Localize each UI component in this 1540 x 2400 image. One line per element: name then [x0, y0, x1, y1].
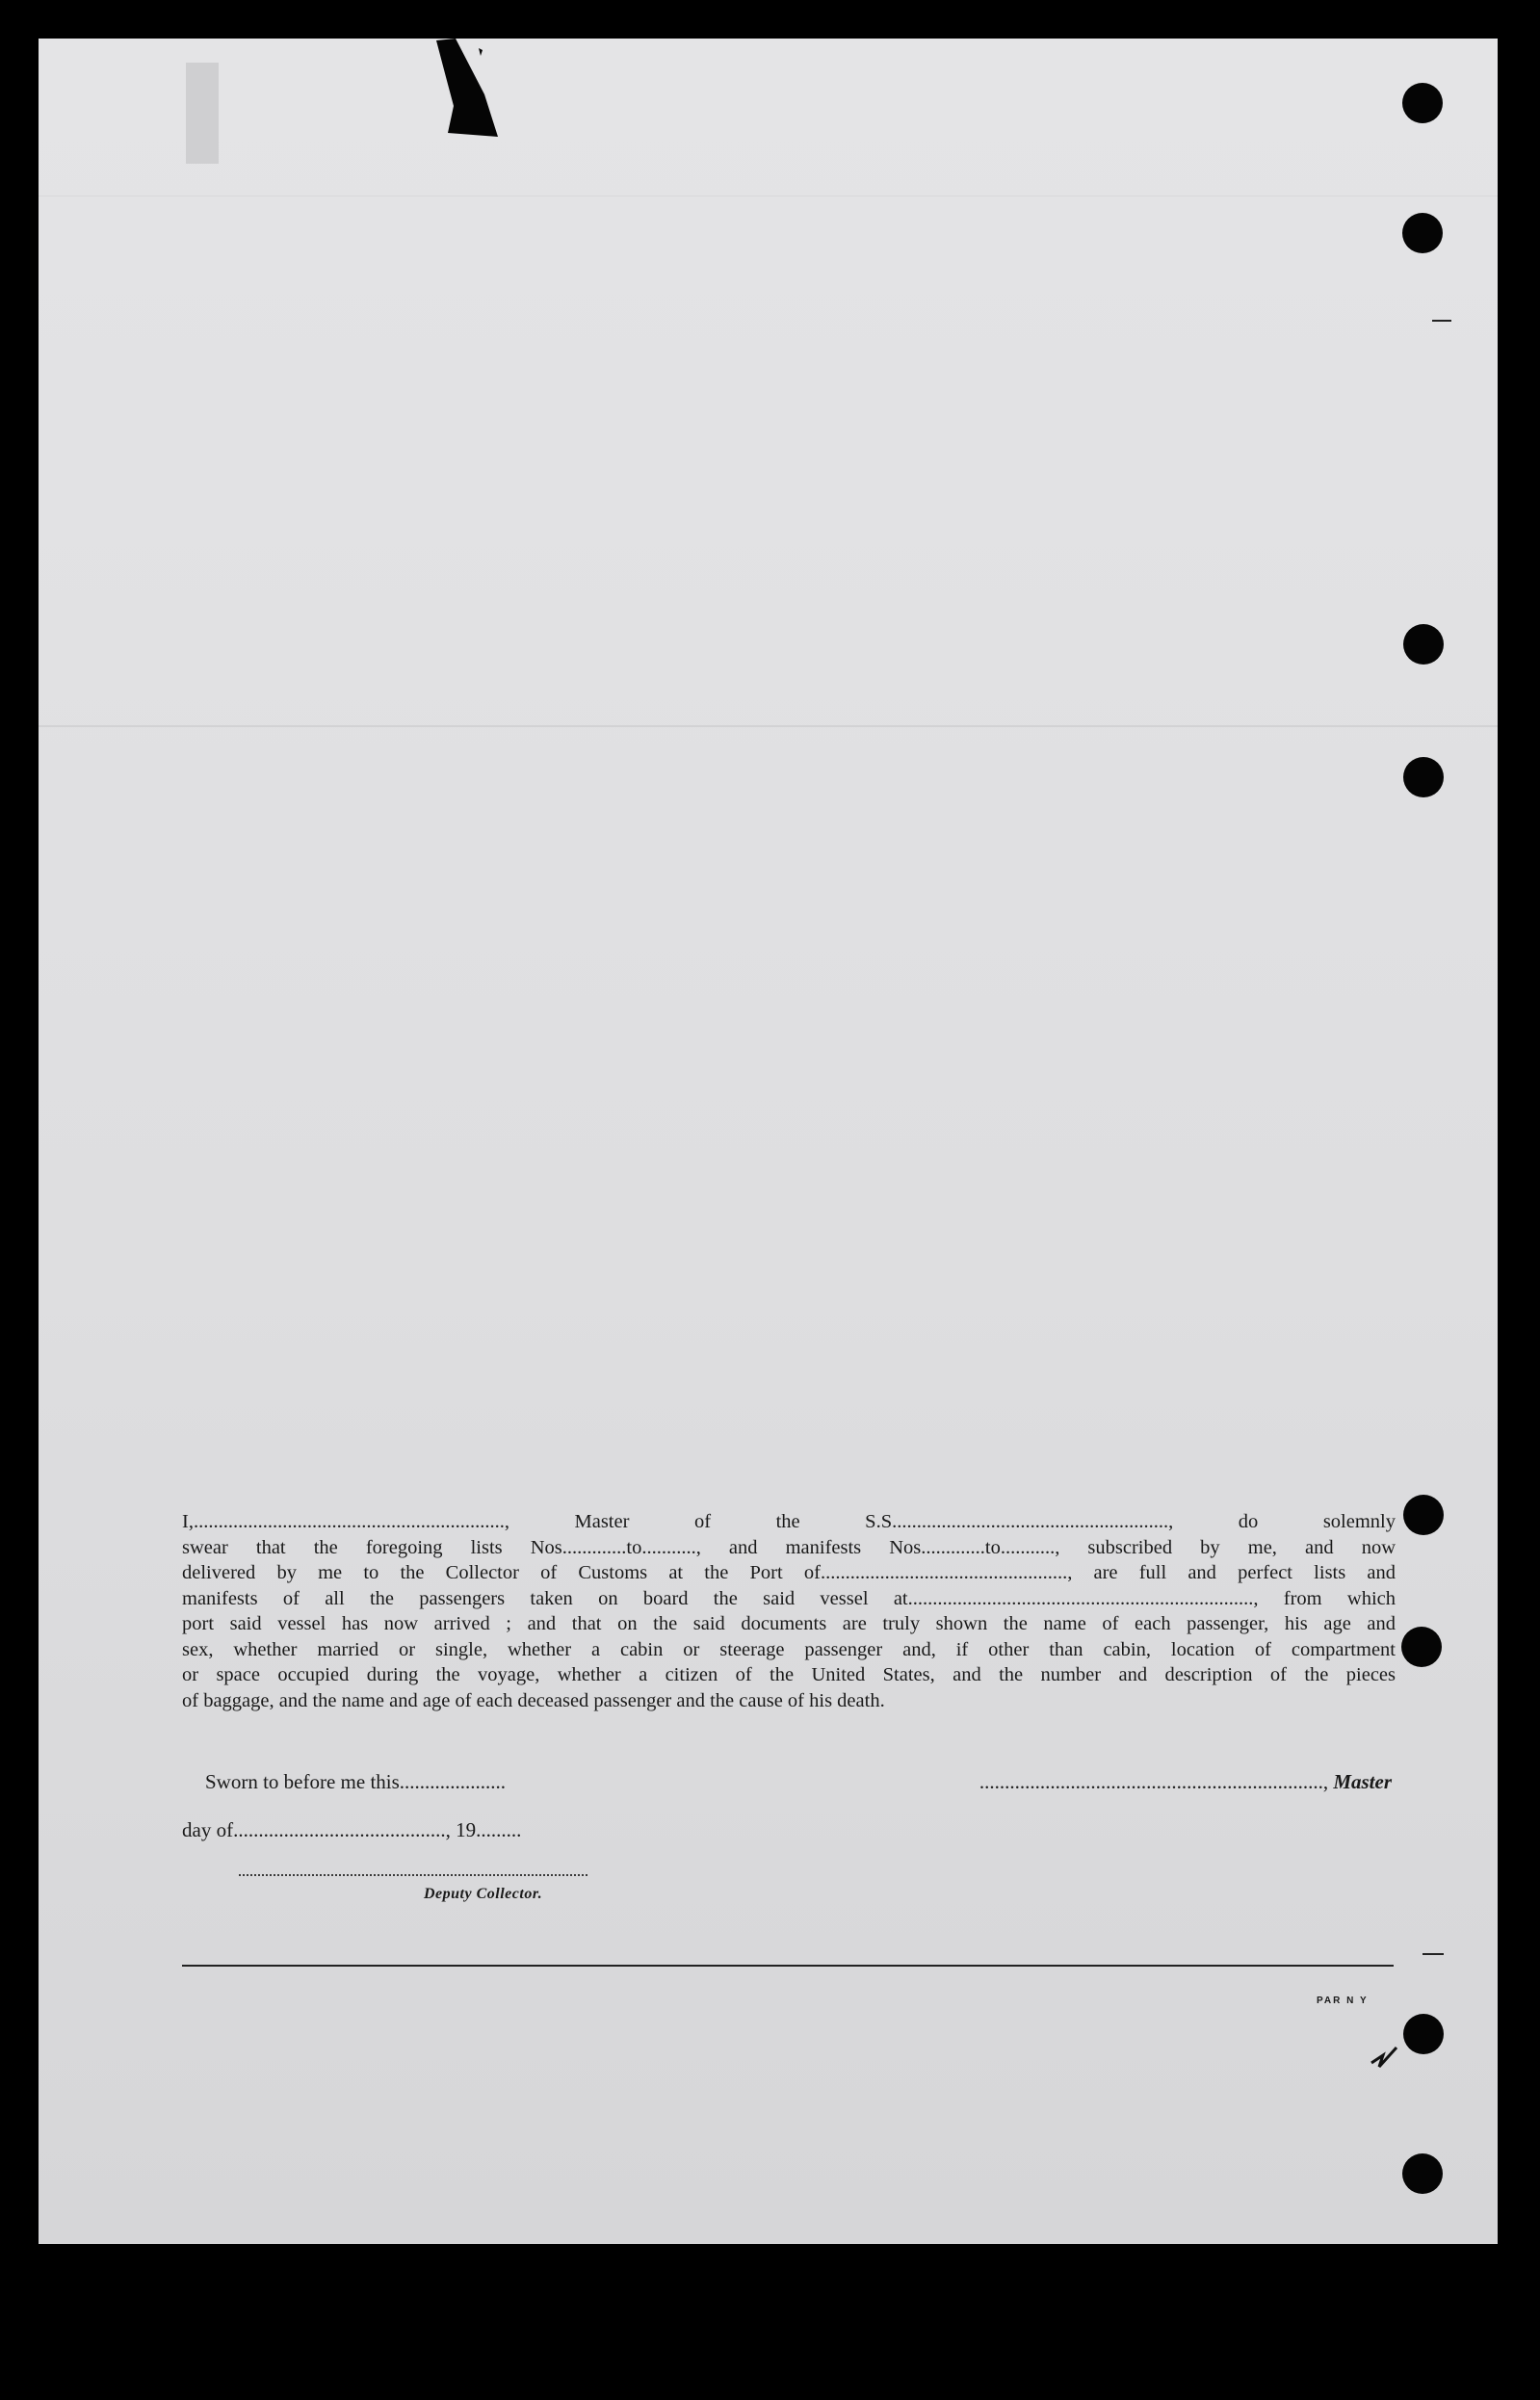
torn-corner-mark [429, 39, 544, 144]
oath-line: swear that the foregoing lists Nos.............to..........., and manifests Nos.............to..........., subscribed by me, and now [182, 1536, 1396, 1558]
punch-hole [1402, 213, 1443, 253]
deputy-signature-line [239, 1874, 587, 1876]
punch-hole [1402, 83, 1443, 123]
master-signature-line [901, 1770, 1392, 1794]
oath-paragraph [182, 1509, 1396, 1713]
oath-line: of baggage, and the name and age of each deceased passenger and the cause of his death. [182, 1689, 885, 1711]
oath-line: sex, whether married or single, whether a cabin or steerage passenger and, if other than cabin, location of compartment [182, 1638, 1396, 1660]
punch-hole [1402, 2153, 1443, 2194]
handwritten-check-mark [1368, 2042, 1406, 2071]
fold-crease-middle [39, 725, 1498, 727]
edge-mark [1423, 1953, 1444, 1955]
punch-hole [1403, 1495, 1444, 1535]
master-signature-dots: ...................................................................., [979, 1770, 1329, 1793]
oath-line: port said vessel has now arrived ; and that on the said documents are truly shown the name of each passenger, his age and [182, 1613, 1396, 1634]
edge-mark [1432, 320, 1451, 322]
punch-hole [1401, 1627, 1442, 1667]
oath-line: delivered by me to the Collector of Customs at the Port of.................................................., are full and perfect lists and [182, 1562, 1396, 1583]
date-line: day of.........................................., 19......... [182, 1818, 522, 1841]
document-page [39, 39, 1498, 2244]
oath-line: I,..............................................................., Master of the S.S........................................................, do solemnly [182, 1511, 1396, 1532]
printer-mark: PAR N Y [1317, 1996, 1369, 2006]
faded-stamp [186, 63, 219, 164]
punch-hole [1403, 757, 1444, 797]
punch-hole [1403, 624, 1444, 665]
bottom-divider [182, 1965, 1394, 1967]
punch-hole [1403, 2014, 1444, 2054]
master-label: Master [1333, 1770, 1392, 1793]
sworn-statement: Sworn to before me this..................... [205, 1770, 507, 1793]
oath-line: or space occupied during the voyage, whether a citizen of the United States, and the number and description of the pieces [182, 1664, 1396, 1685]
deputy-collector-label: Deputy Collector. [424, 1886, 543, 1902]
oath-line: manifests of all the passengers taken on board the said vessel at......................................................................, from which [182, 1587, 1396, 1609]
